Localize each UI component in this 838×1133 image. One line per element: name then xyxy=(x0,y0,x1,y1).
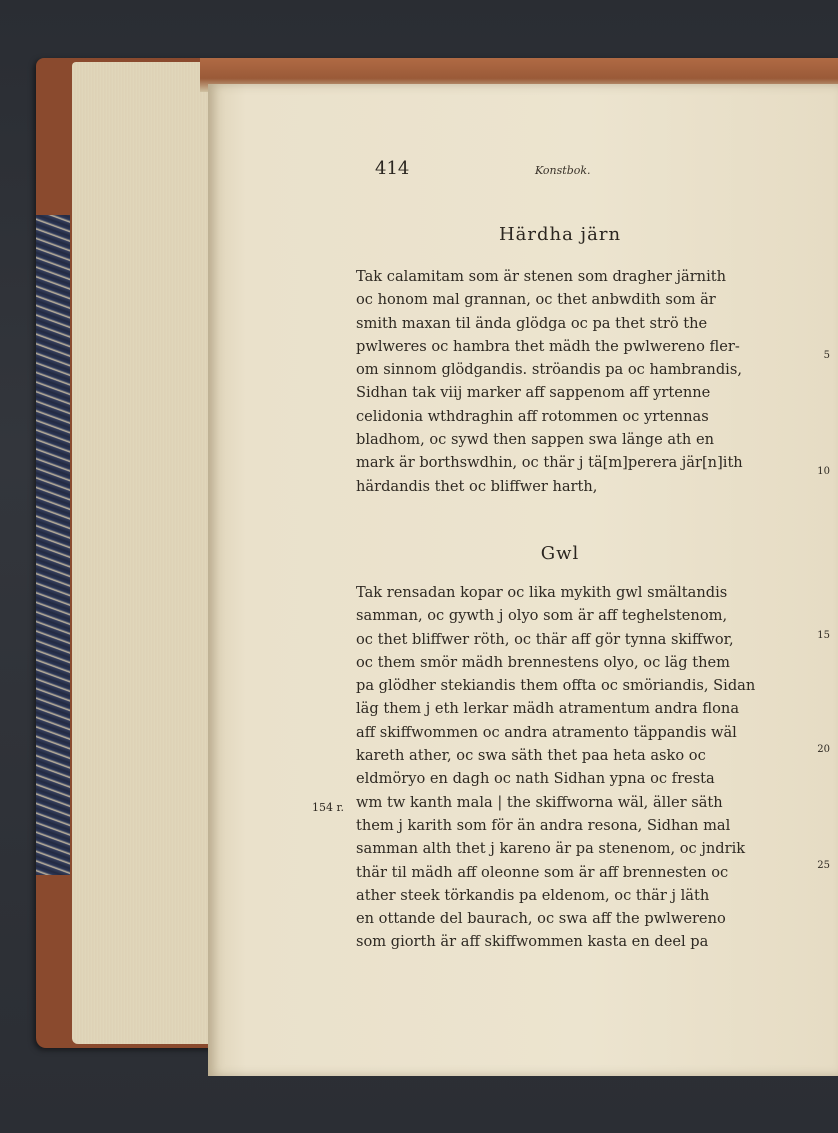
section-title-hardha-jarn: Härdha järn xyxy=(498,224,622,245)
text-line: mark är borthswdhin, oc thär j tä[m]perera jär[n]ith xyxy=(356,454,743,472)
text-line: läg them j eth lerkar mädh atramentum andra flona xyxy=(356,700,740,718)
section-title-gwl: Gwl xyxy=(540,543,580,564)
line-number: 10 xyxy=(817,466,830,477)
text-line: oc honom mal grannan, oc thet anbwdith som är xyxy=(356,291,716,309)
page-number: 414 xyxy=(375,158,410,179)
text-line: som giorth är aff skiffwommen kasta en deel pa xyxy=(356,933,709,951)
text-line: oc them smör mädh brennestens olyo, oc läg them xyxy=(356,653,730,671)
text-line: Tak calamitam som är stenen som dragher järnith xyxy=(356,268,727,285)
text-line: samman, oc gywth j olyo som är aff teghelstenom, xyxy=(356,607,728,625)
section-body-gwl xyxy=(356,581,826,954)
marbled-edge xyxy=(36,215,70,875)
text-line: pa glödher stekiandis them offta oc smöriandis, Sidan xyxy=(356,677,756,695)
text-line: wm tw kanth mala | the skiffworna wäl, äller säth xyxy=(356,793,723,811)
text-line: härdandis thet oc bliffwer harth, xyxy=(356,477,598,495)
page-stack-edge xyxy=(72,62,222,1044)
text-line: ather steek törkandis pa eldenom, oc thär j läth xyxy=(356,886,710,904)
running-title: Konstbok. xyxy=(535,164,591,177)
line-number: 5 xyxy=(823,350,830,361)
folio-reference: 154 r. xyxy=(312,801,345,814)
text-line: them j karith som för än andra resona, Sidhan mal xyxy=(356,816,731,834)
text-line: Tak rensadan kopar oc lika mykith gwl smältandis xyxy=(356,584,728,601)
text-line: thär til mädh aff oleonne som är aff brennesten oc xyxy=(356,863,729,881)
text-line: smith maxan til ända glödga oc pa thet strö the xyxy=(356,314,708,332)
text-line: pwlweres oc hambra thet mädh the pwlwereno fler- xyxy=(356,337,740,355)
line-number: 15 xyxy=(817,630,830,641)
page-header xyxy=(375,158,675,182)
text-line: aff skiffwommen oc andra atramento täppandis wäl xyxy=(356,723,737,741)
text-line: bladhom, oc sywd then sappen swa länge ath en xyxy=(356,431,714,449)
text-line: om sinnom glödgandis. ströandis pa oc hambrandis, xyxy=(356,361,742,379)
text-line: Sidhan tak viij marker aff sappenom aff yrtenne xyxy=(356,384,711,402)
line-number: 20 xyxy=(817,744,830,755)
text-line: eldmöryo en dagh oc nath Sidhan ypna oc fresta xyxy=(356,770,715,788)
text-line: en ottande del baurach, oc swa aff the pwlwereno xyxy=(356,910,726,928)
section-body-hardha-jarn xyxy=(356,265,826,498)
text-line: celidonia wthdraghin aff rotommen oc yrtennas xyxy=(356,407,709,425)
text-line: samman alth thet j kareno är pa stenenom, oc jndrik xyxy=(356,840,746,858)
text-line: kareth ather, oc swa säth thet paa heta asko oc xyxy=(356,747,706,765)
text-line: oc thet bliffwer röth, oc thär aff gör tynna skiffwor, xyxy=(356,630,734,648)
line-number: 25 xyxy=(817,860,830,871)
